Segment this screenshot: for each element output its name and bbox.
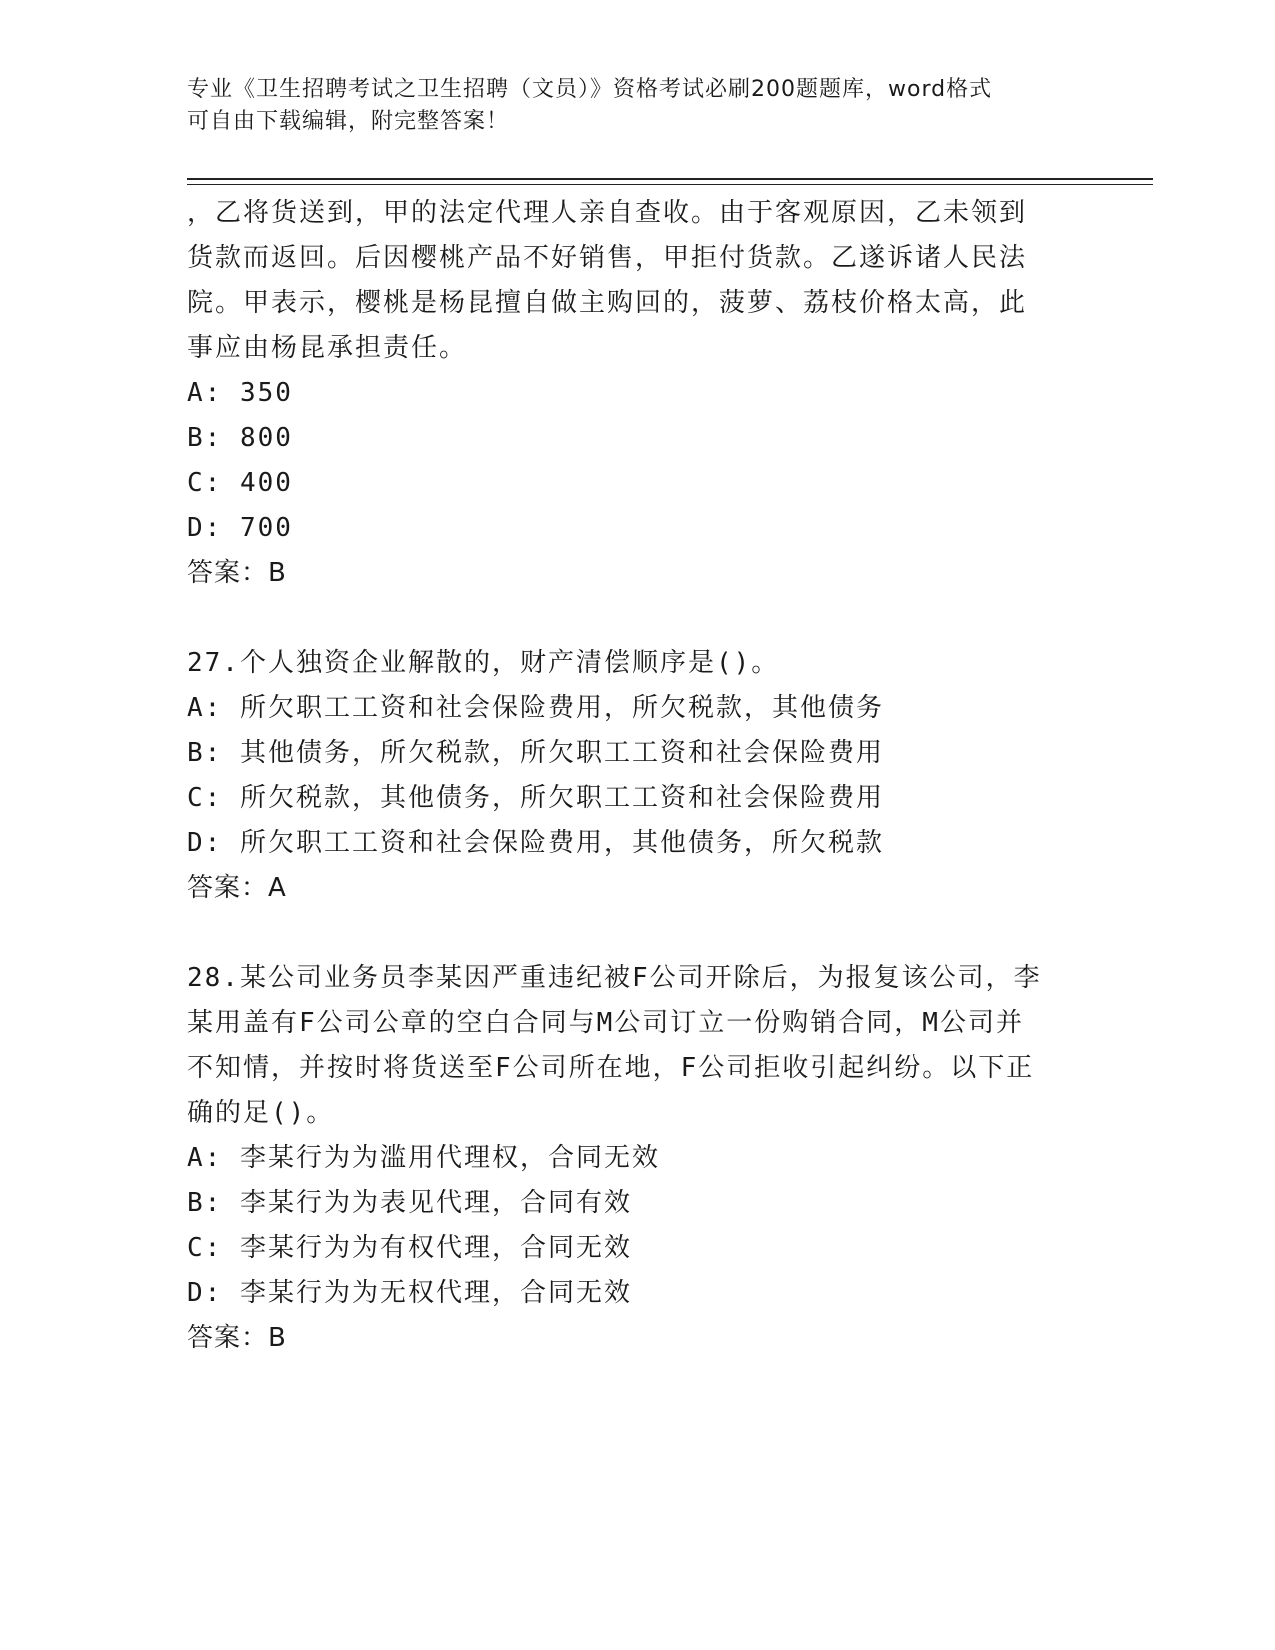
- question-text-line: 确的足()。: [187, 1098, 335, 1128]
- question-text-line: 不知情，并按时将货送至F公司所在地，F公司拒收引起纠纷。以下正: [187, 1053, 1035, 1083]
- answer-line: 答案：A: [187, 873, 287, 903]
- option-c: C: 400: [187, 468, 293, 498]
- question-text-line: 某用盖有F公司公章的空白合同与M公司订立一份购销合同，M公司并: [187, 1008, 1024, 1038]
- question-text-line: 27.个人独资企业解散的，财产清偿顺序是()。: [187, 648, 780, 678]
- question-text-line: 院。甲表示，樱桃是杨昆擅自做主购回的，菠萝、荔枝价格太高，此: [187, 288, 1028, 318]
- option-d: D: 所欠职工工资和社会保险费用，其他债务，所欠税款: [187, 828, 884, 858]
- question-text-line: 事应由杨昆承担责任。: [187, 333, 468, 363]
- question-text-line: 货款而返回。后因樱桃产品不好销售，甲拒付货款。乙遂诉诸人民法: [187, 243, 1028, 273]
- option-a: A: 350: [187, 378, 293, 408]
- spacer: [187, 596, 1087, 641]
- option-a: A: 李某行为为滥用代理权，合同无效: [187, 1143, 660, 1173]
- question-text-line: 28.某公司业务员李某因严重违纪被F公司开除后，为报复该公司，李: [187, 963, 1042, 993]
- answer-line: 答案：B: [187, 558, 287, 588]
- option-c: C: 李某行为为有权代理，合同无效: [187, 1233, 632, 1263]
- question-content: [187, 191, 1087, 1361]
- document-header: [187, 74, 1087, 138]
- header-divider-thick: [187, 178, 1153, 180]
- option-a: A: 所欠职工工资和社会保险费用，所欠税款，其他债务: [187, 693, 884, 723]
- option-b: B: 800: [187, 423, 293, 453]
- question-text-line: ，乙将货送到，甲的法定代理人亲自查收。由于客观原因，乙未领到: [187, 198, 1028, 228]
- option-c: C: 所欠税款，其他债务，所欠职工工资和社会保险费用: [187, 783, 884, 813]
- header-title-line-1: 专业《卫生招聘考试之卫生招聘（文员）》资格考试必刷200题题库，word格式: [187, 77, 993, 102]
- option-d: D: 李某行为为无权代理，合同无效: [187, 1278, 632, 1308]
- question-block-28: [187, 956, 1087, 1361]
- spacer: [187, 911, 1087, 956]
- option-b: B: 其他债务，所欠税款，所欠职工工资和社会保险费用: [187, 738, 884, 768]
- header-title-line-2: 可自由下载编辑，附完整答案！: [187, 109, 510, 134]
- question-block-26: [187, 191, 1087, 596]
- question-block-27: [187, 641, 1087, 911]
- option-b: B: 李某行为为表见代理，合同有效: [187, 1188, 632, 1218]
- answer-line: 答案：B: [187, 1323, 287, 1353]
- option-d: D: 700: [187, 513, 293, 543]
- header-divider-thin: [187, 184, 1153, 185]
